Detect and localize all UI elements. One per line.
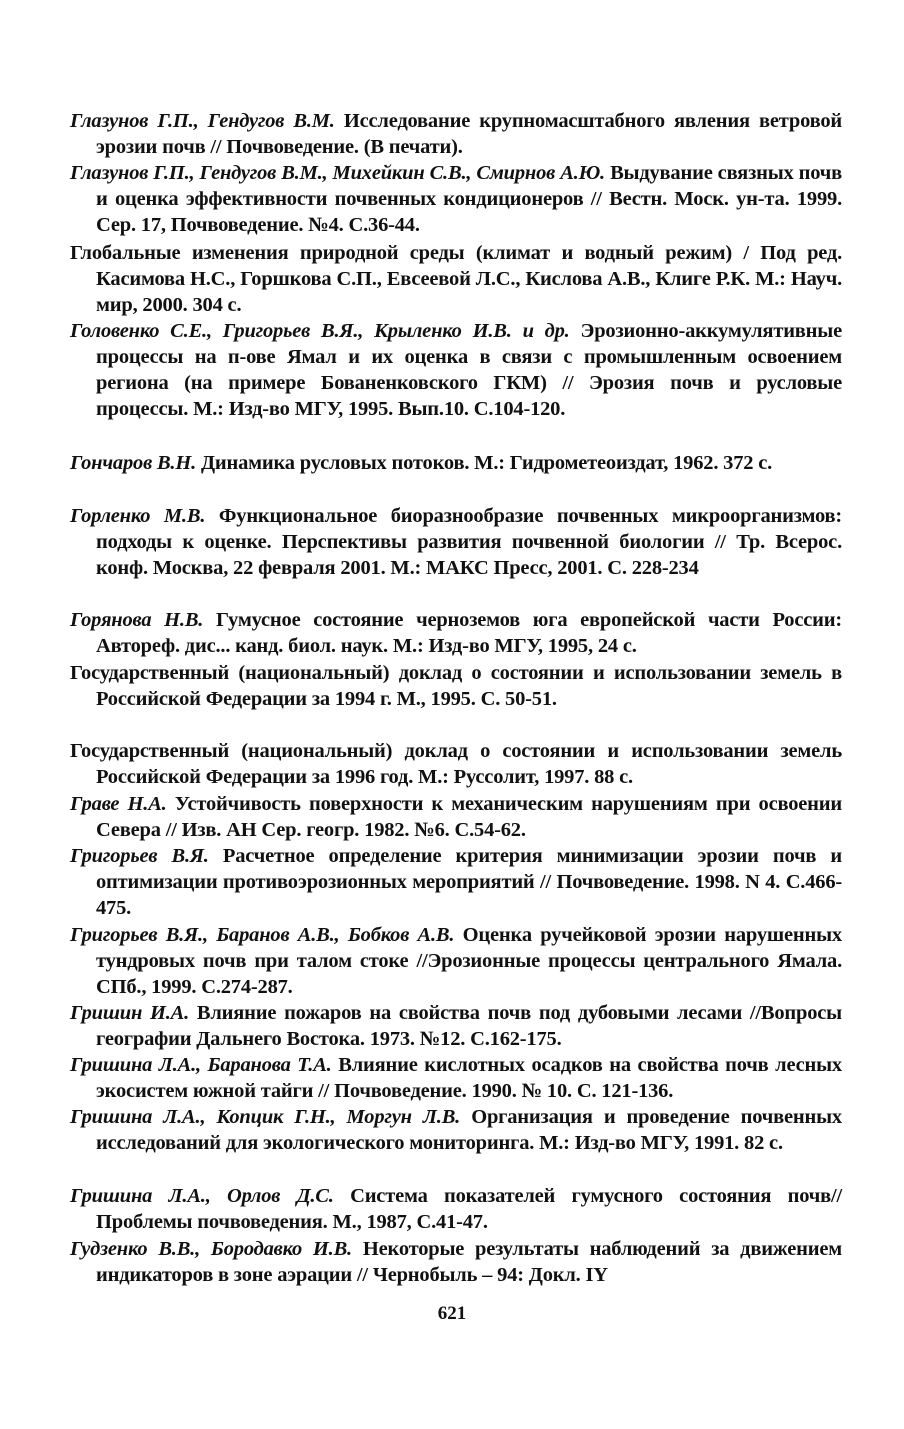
entry-text: Эрозионно-аккумулятивные процессы на п-ове Ямал и их оценка в связи с промышленным освоением региона (на примере Бованенковского ГКМ) // Эрозия почв и русловые процессы. М.: Изд-во МГУ, 1995. Вып.10. С.104-120. xyxy=(96,320,842,420)
entry-authors: Глазунов Г.П., Гендугов В.М., Михейкин С.В., Смирнов А.Ю. xyxy=(70,162,605,184)
bibliography-entry xyxy=(70,1000,842,1052)
bibliography-entry xyxy=(70,738,842,790)
entry-text: Выдувание связных почв и оценка эффективности почвенных кондиционеров // Вестн. Моск. ун-та. 1999. Сер. 17, Почвоведение. №4. С.36-44. xyxy=(96,162,843,236)
bibliography-entry xyxy=(70,108,842,160)
bibliography-entry xyxy=(70,922,842,1000)
entry-authors: Горянова Н.В. xyxy=(70,609,204,631)
page-number: 621 xyxy=(437,1303,467,1324)
entry-text: Устойчивость поверхности к механическим нарушениям при освоении Севера // Изв. АН Сер. геогр. 1982. №6. С.54-62. xyxy=(96,793,842,841)
entry-text: Влияние пожаров на свойства почв под дубовыми лесами //Вопросы географии Дальнего Востока. 1973. №12. С.162-175. xyxy=(96,1002,842,1050)
bibliography-entry xyxy=(70,318,842,422)
entry-text: Государственный (национальный) доклад о состоянии и использовании земель Российской Федерации за 1996 год. М.: Руссолит, 1997. 88 с. xyxy=(70,740,842,788)
entry-text: Оценка ручейковой эрозии нарушенных тундровых почв при талом стоке //Эрозионные процессы центрального Ямала. СПб., 1999. С.274-287. xyxy=(96,924,842,998)
entry-text: Система показателей гумусного состояния почв//Проблемы почвоведения. М., 1987, С.41-47. xyxy=(96,1185,843,1233)
entry-authors: Горленко М.В. xyxy=(70,505,206,527)
bibliography-entry xyxy=(70,791,842,843)
bibliography-entry xyxy=(70,1104,842,1156)
entry-authors: Гришина Л.А., Орлов Д.С. xyxy=(70,1185,334,1207)
entry-authors: Гришина Л.А., Копцик Г.Н., Моргун Л.В. xyxy=(70,1106,461,1128)
entry-authors: Глазунов Г.П., Гендугов В.М. xyxy=(70,110,335,132)
entry-authors: Гудзенко В.В., Бородавко И.В. xyxy=(70,1238,352,1260)
entry-authors: Григорьев В.Я., Баранов А.В., Бобков А.В. xyxy=(70,924,455,946)
bibliography-entry xyxy=(70,160,842,238)
entry-text: Расчетное определение критерия минимизации эрозии почв и оптимизации противоэрозионных мероприятий // Почвоведение. 1998. N 4. С.466-475. xyxy=(96,845,843,919)
entry-text: Функциональное биоразнообразие почвенных микроорганизмов: подходы к оценке. Перспективы развития почвенной биологии // Тр. Всерос. конф. Москва, 22 февраля 2001. М.: МАКС Пресс, 2001. С. 228-234 xyxy=(96,505,842,579)
entry-text: Организация и проведение почвенных исследований для экологического мониторинга. М.: Изд-во МГУ, 1991. 82 с. xyxy=(96,1106,842,1154)
bibliography-entry xyxy=(70,843,842,921)
entry-text: Гумусное состояние черноземов юга европейской части России: Автореф. дис... канд. биол. наук. М.: Изд-во МГУ, 1995, 24 с. xyxy=(96,609,842,657)
bibliography-entry xyxy=(70,660,842,712)
entry-authors: Граве Н.А. xyxy=(70,793,167,815)
bibliography-entry xyxy=(70,450,842,476)
entry-text: Влияние кислотных осадков на свойства почв лесных экосистем южной тайги // Почвоведение. 1990. № 10. С. 121-136. xyxy=(96,1054,842,1102)
entry-text: Исследование крупномасштабного явления ветровой эрозии почв // Почвоведение. (В печати). xyxy=(96,110,842,158)
entry-text: Глобальные изменения природной среды (климат и водный режим) / Под ред. Касимова Н.С., Горшкова С.П., Евсеевой Л.С., Кислова А.В., Клиге Р.К. М.: Науч. мир, 2000. 304 с. xyxy=(70,242,842,316)
bibliography-entry xyxy=(70,607,842,659)
entry-authors: Гришин И.А. xyxy=(70,1002,190,1024)
entry-authors: Григорьев В.Я. xyxy=(70,845,209,867)
entry-text: Динамика русловых потоков. М.: Гидрометеоиздат, 1962. 372 с. xyxy=(200,452,773,474)
bibliography-entry xyxy=(70,1183,842,1235)
bibliography-entry xyxy=(70,1052,842,1104)
bibliography-entry xyxy=(70,1236,842,1288)
entry-text: Некоторые результаты наблюдений за движением индикаторов в зоне аэрации // Чернобыль – 94: Докл. IY xyxy=(96,1238,842,1286)
entry-authors: Гончаров В.Н. xyxy=(70,452,197,474)
entry-authors: Гришина Л.А., Баранова Т.А. xyxy=(70,1054,332,1076)
entry-authors: Головенко С.Е., Григорьев В.Я., Крыленко И.В. и др. xyxy=(70,320,570,342)
bibliography-entry xyxy=(70,503,842,581)
entry-text: Государственный (национальный) доклад о состоянии и использовании земель в Российской Федерации за 1994 г. М., 1995. С. 50-51. xyxy=(70,662,842,710)
bibliography-entry xyxy=(70,240,842,318)
